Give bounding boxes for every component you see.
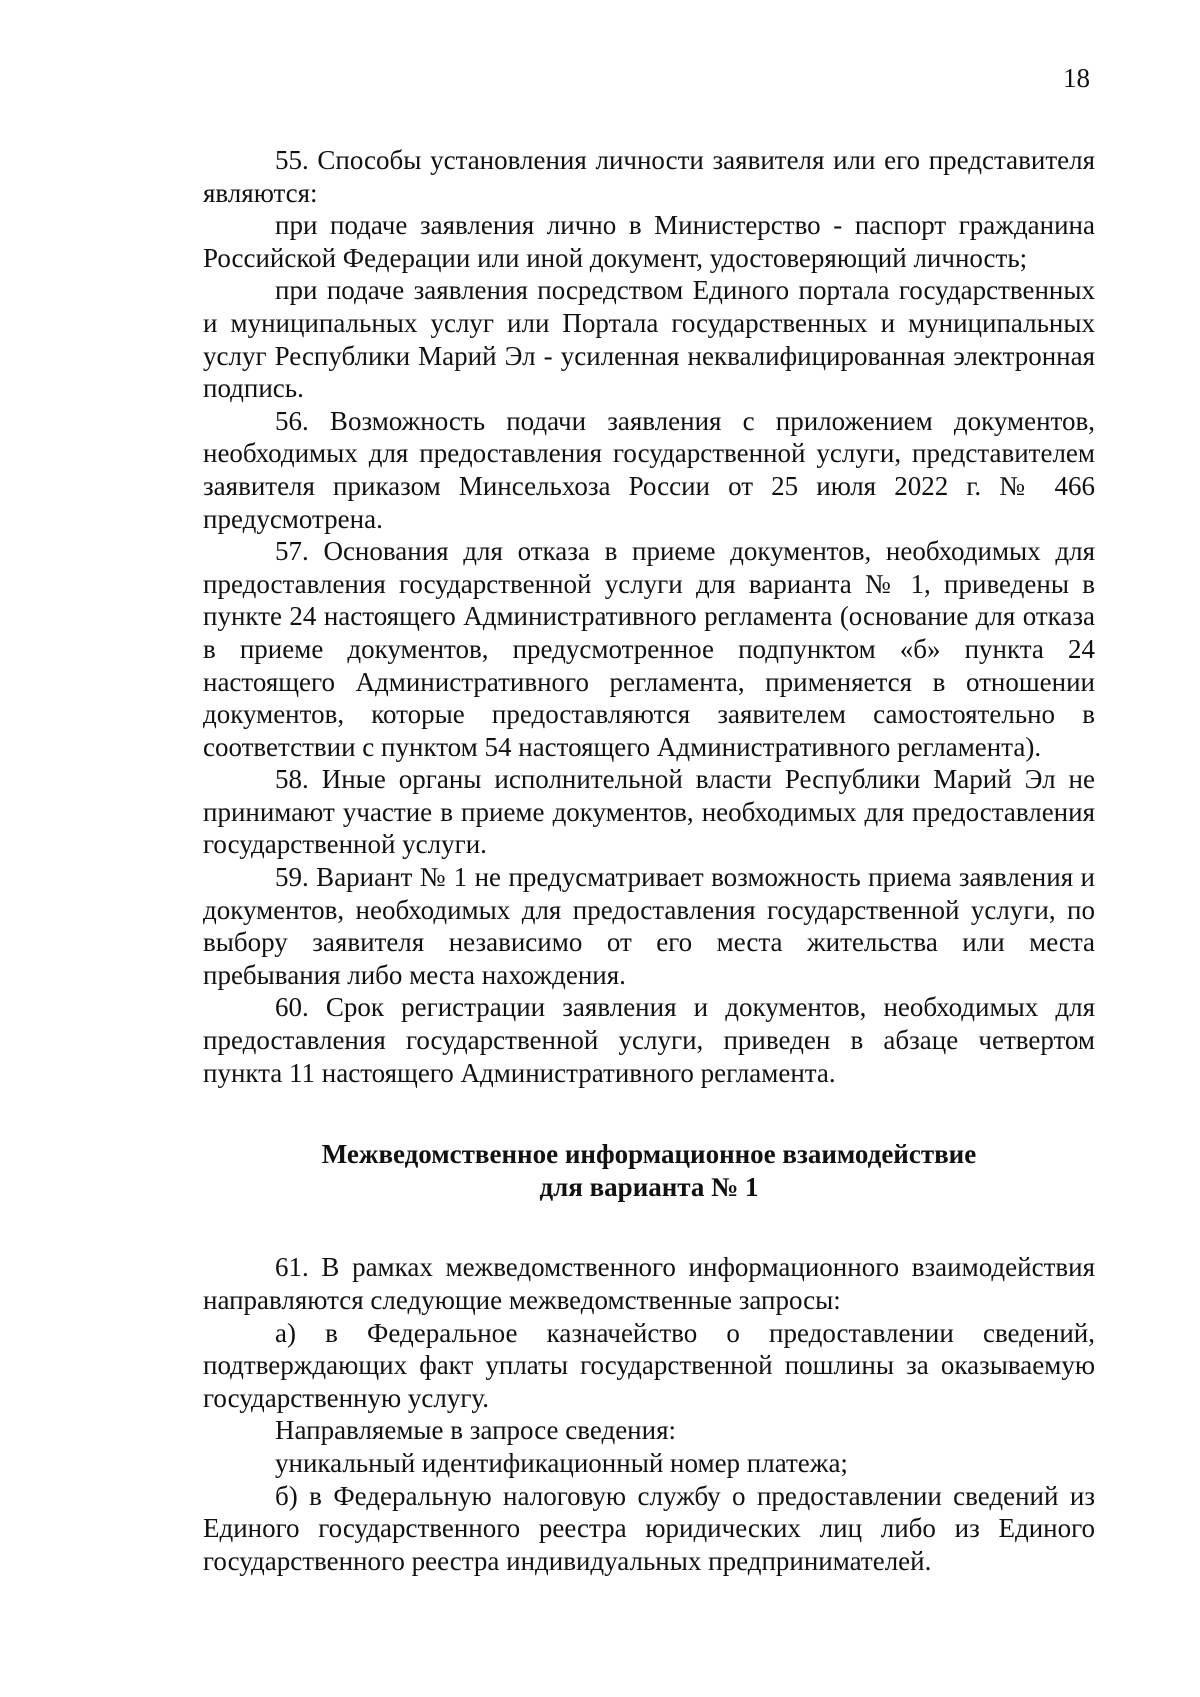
- section-heading: [203, 1138, 1095, 1203]
- paragraph-55: 55. Способы установления личности заявителя или его представителя являются:: [203, 145, 1095, 208]
- paragraph-56: 56. Возможность подачи заявления с приложением документов, необходимых для предоставления государственной услуги, представителем заявителя приказом Минсельхоза России от 25 июля 2022 г. № 466 предусмотрена.: [203, 405, 1095, 534]
- paragraph-61-a-info: Направляемые в запросе сведения:: [275, 1415, 676, 1446]
- paragraph-58: 58. Иные органы исполнительной власти Республики Марий Эл не принимают участие в приеме документов, необходимых для предоставления государственной услуги.: [203, 764, 1095, 860]
- page-number: 18: [1063, 63, 1090, 93]
- paragraph-61-a: а) в Федеральное казначейство о предоставлении сведений, подтверждающих факт уплаты государственной пошлины за оказываемую государственную услугу.: [203, 1317, 1095, 1413]
- paragraph-61-a-payment-number: уникальный идентификационный номер платежа;: [275, 1447, 848, 1478]
- paragraph-57: 57. Основания для отказа в приеме документов, необходимых для предоставления государственной услуги для варианта № 1, приведены в пункте 24 настоящего Административного регламента (основание для отказа в приеме документов, предусмотренное подпунктом «б» пункта 24 настоящего Административного регламента, применяется в отношении документов, которые предоставляются заявителем самостоятельно в соответствии с пунктом 54 настоящего Административного регламента).: [203, 536, 1095, 762]
- section-heading-line-2: для варианта № 1: [539, 1171, 759, 1202]
- paragraph-55-in-person: при подаче заявления лично в Министерство - паспорт гражданина Российской Федерации или иной документ, удостоверяющий личность;: [203, 210, 1095, 273]
- paragraph-61-b: б) в Федеральную налоговую службу о предоставлении сведений из Единого государственного реестра юридических лиц либо из Единого государственного реестра индивидуальных предпринимателей.: [203, 1480, 1095, 1576]
- paragraph-60: 60. Срок регистрации заявления и документов, необходимых для предоставления государственной услуги, приведен в абзаце четвертом пункта 11 настоящего Административного регламента.: [203, 992, 1095, 1088]
- document-body: [203, 144, 1095, 1577]
- section-heading-line-1: Межведомственное информационное взаимодействие: [321, 1139, 977, 1170]
- paragraph-61: 61. В рамках межведомственного информационного взаимодействия направляются следующие межведомственные запросы:: [203, 1252, 1095, 1315]
- paragraph-55-portal: при подаче заявления посредством Единого портала государственных и муниципальных услуг или Портала государственных и муниципальных услуг Республики Марий Эл - усиленная неквалифицированная электронная подпись.: [203, 275, 1095, 404]
- paragraph-59: 59. Вариант № 1 не предусматривает возможность приема заявления и документов, необходимых для предоставления государственной услуги, по выбору заявителя независимо от его места жительства или места пребывания либо места нахождения.: [203, 862, 1095, 990]
